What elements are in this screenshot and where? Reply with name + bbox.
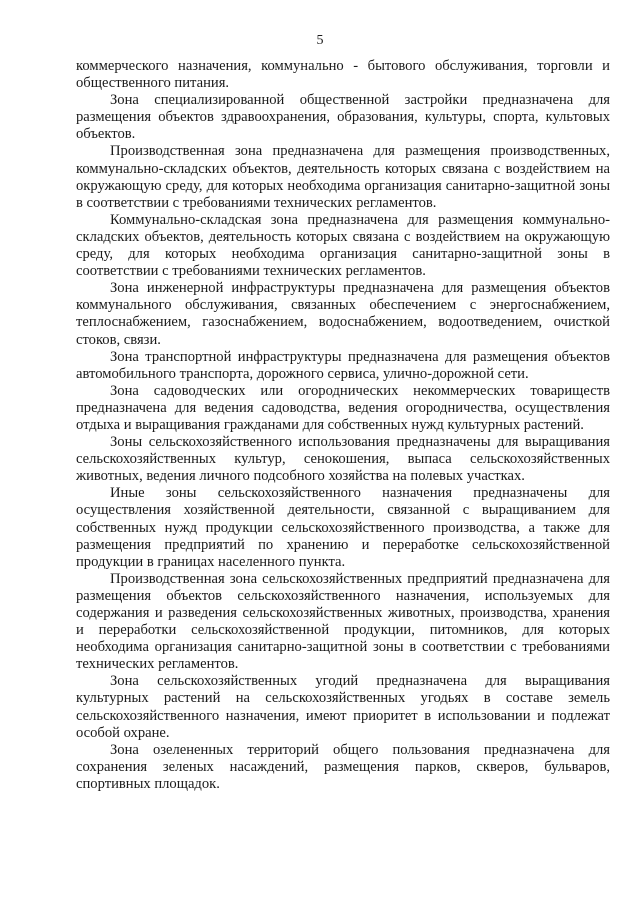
document-body (76, 58, 610, 793)
page-number: 5 (316, 33, 324, 48)
paragraph-specialized-public-zone: Зона специализированной общественной застройки предназначена для размещения объектов здравоохранения, образования, культуры, спорта, культовых объектов. (76, 92, 610, 143)
paragraph-agricultural-enterprises-zone: Производственная зона сельскохозяйственных предприятий предназначена для размещения объектов сельскохозяйственного назначения, используемых для содержания и разведения сельскохозяйственных животных, производства, хранения и переработки сельскохозяйственной продукции, питомников, для которых необходима организация санитарно-защитной зоны в соответствии с требованиями технических регламентов. (76, 570, 610, 673)
paragraph-production-zone: Производственная зона предназначена для размещения производственных, коммунально-складских объектов, деятельность которых связана с воздействием на окружающую среду, для которых необходима организация санитарно-защитной зоны в соответствии с требованиями технических регламентов. (76, 143, 610, 211)
paragraph-engineering-infrastructure-zone: Зона инженерной инфраструктуры предназначена для размещения объектов коммунального обслуживания, связанных обеспечением с энергоснабжением, теплоснабжением, газоснабжением, водоснабжением, водоотведением, очисткой стоков, связи. (76, 280, 610, 348)
paragraph-communal-warehouse-zone: Коммунально-складская зона предназначена для размещения коммунально-складских объектов, деятельность которых связана с воздействием на окружающую среду, для которых необходима организация санитарно-защитной зоны в соответствии с требованиями технических регламентов. (76, 211, 610, 280)
paragraph-other-agricultural-zones: Иные зоны сельскохозяйственного назначения предназначены для осуществления хозяйственной деятельности, связанной с выращиванием для собственных нужд продукции сельскохозяйственного производства, а также для размещения предприятий по хранению и переработке сельскохозяйственной продукции в границах населенного пункта. (76, 485, 610, 570)
paragraph-green-areas-zone: Зона озелененных территорий общего пользования предназначена для сохранения зеленых насаждений, размещения парков, скверов, бульваров, спортивных площадок. (76, 741, 610, 792)
paragraph-continuation: коммерческого назначения, коммунально - бытового обслуживания, торговли и общественного питания. (76, 58, 610, 92)
paragraph-agricultural-lands-zone: Зона сельскохозяйственных угодий предназначена для выращивания культурных растений на сельскохозяйственных угодьях в составе земель сельскохозяйственного назначения, имеют приоритет в использовании и подлежат особой охране. (76, 673, 610, 741)
paragraph-transport-infrastructure-zone: Зона транспортной инфраструктуры предназначена для размещения объектов автомобильного транспорта, дорожного сервиса, улично-дорожной сети. (76, 348, 610, 382)
paragraph-gardening-zone: Зона садоводческих или огороднических некоммерческих товариществ предназначена для ведения садоводства, ведения огородничества, осуществления отдыха и выращивания гражданами для собственных нужд культурных растений. (76, 382, 610, 433)
paragraph-agricultural-use-zones: Зоны сельскохозяйственного использования предназначены для выращивания сельскохозяйственных культур, сенокошения, выпаса сельскохозяйственных животных, ведения личного подсобного хозяйства на полевых участках. (76, 434, 610, 485)
